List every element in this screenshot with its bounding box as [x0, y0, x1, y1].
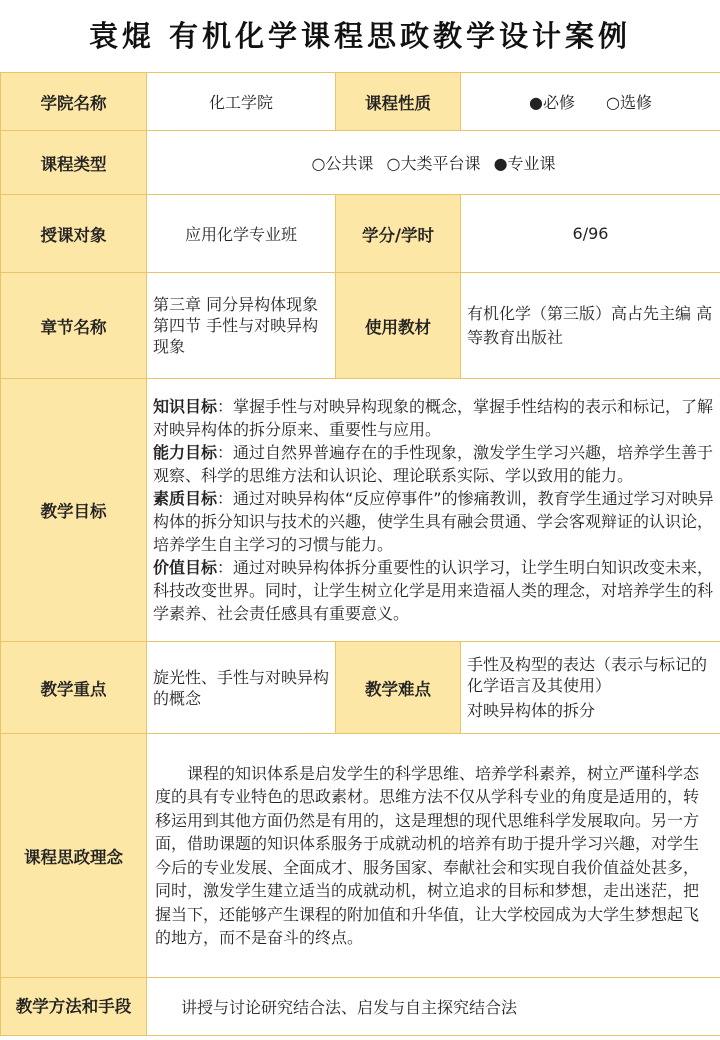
objective-ability-head: 能力目标 [153, 443, 218, 462]
ideology-label: 课程思政理念 [1, 734, 147, 978]
difficulties-value [461, 642, 720, 734]
audience-value: 应用化学专业班 [147, 195, 336, 273]
credits-label: 学分/学时 [336, 195, 461, 273]
course-design-table [0, 72, 720, 1036]
difficulty-line-2: 对映异构体的拆分 [467, 701, 596, 720]
course-nature-label: 课程性质 [336, 73, 461, 131]
row-course-type [1, 131, 720, 195]
textbook-label: 使用教材 [336, 273, 461, 379]
audience-label: 授课对象 [1, 195, 147, 273]
row-objectives [1, 379, 720, 642]
objective-quality [153, 487, 714, 556]
methods-label: 教学方法和手段 [1, 978, 147, 1036]
course-type-options [147, 131, 720, 195]
college-label: 学院名称 [1, 73, 147, 131]
difficulty-line-1: 手性及构型的表达（表示与标记的化学语言及其使用） [467, 655, 708, 695]
row-college [1, 73, 720, 131]
objective-knowledge [153, 395, 714, 441]
chapter-line-1: 第三章 同分异构体现象 [153, 295, 319, 314]
row-audience [1, 195, 720, 273]
row-methods [1, 978, 720, 1036]
option-platform: ○大类平台课 [386, 154, 481, 173]
course-type-label: 课程类型 [1, 131, 147, 195]
chapter-value [147, 273, 336, 379]
course-nature-options [461, 73, 720, 131]
ideology-text: 课程的知识体系是启发学生的科学思维、培养学科素养，树立严谨科学态度的具有专业特色的思政素材。思维方法不仅从学科专业的角度是适用的，转移运用到其他方面仍然是有用的，这是理想的现代思维科学发展取向。另一方面，借助课题的知识体系服务于成就动机的培养有助于提升学习兴趣，对学生今后的专业发展、全面成才、服务国家、奉献社会和实现自我价值益处甚多，同时，激发学生建立适当的成就动机，树立追求的目标和梦想，走出迷茫，把握当下，还能够产生课程的附加值和升华值，让大学校园成为大学生梦想起飞的地方，而不是奋斗的终点。 [147, 734, 720, 978]
row-key-points [1, 642, 720, 734]
option-required: ●必修 [528, 93, 575, 112]
objective-ability-text: ：通过自然界普遍存在的手性现象，激发学生学习兴趣，培养学生善于观察、科学的思维方法和认识论、理论联系实际、学以致用的能力。 [153, 443, 714, 485]
page-title: 袁焜 有机化学课程思政教学设计案例 [0, 0, 720, 72]
option-major: ●专业课 [493, 154, 556, 173]
row-ideology [1, 734, 720, 978]
objective-knowledge-text: ：掌握手性与对映异构现象的概念，掌握手性结构的表示和标记，了解对映异构体的拆分原来、重要性与应用。 [153, 397, 714, 439]
objectives-label: 教学目标 [1, 379, 147, 642]
key-points-label: 教学重点 [1, 642, 147, 734]
row-chapter [1, 273, 720, 379]
objective-value-head: 价值目标 [153, 558, 218, 577]
chapter-label: 章节名称 [1, 273, 147, 379]
objective-value [153, 556, 714, 625]
credits-value: 6/96 [461, 195, 720, 273]
key-points-value: 旋光性、手性与对映异构的概念 [147, 642, 336, 734]
objective-value-text: ：通过对映异构体拆分重要性的认识学习，让学生明白知识改变未来，科技改变世界。同时，让学生树立化学是用来造福人类的理念，对培养学生的科学素养、社会责任感具有重要意义。 [153, 558, 714, 623]
methods-value: 讲授与讨论研究结合法、启发与自主探究结合法 [147, 978, 720, 1036]
college-value: 化工学院 [147, 73, 336, 131]
objective-quality-text: ：通过对映异构体“反应停事件”的惨痛教训，教育学生通过学习对映异构体的拆分知识与技术的兴趣，使学生具有融会贯通、学会客观辩证的认识论，培养学生自主学习的习惯与能力。 [153, 489, 714, 554]
chapter-line-2: 第四节 手性与对映异构现象 [153, 316, 319, 356]
textbook-value: 有机化学（第三版）高占先主编 高等教育出版社 [461, 273, 720, 379]
difficulties-label: 教学难点 [336, 642, 461, 734]
objective-knowledge-head: 知识目标 [153, 397, 218, 416]
option-elective: ○选修 [606, 93, 653, 112]
option-public: ○公共课 [311, 154, 374, 173]
objectives-content [147, 379, 720, 642]
objective-quality-head: 素质目标 [153, 489, 218, 508]
objective-ability [153, 441, 714, 487]
